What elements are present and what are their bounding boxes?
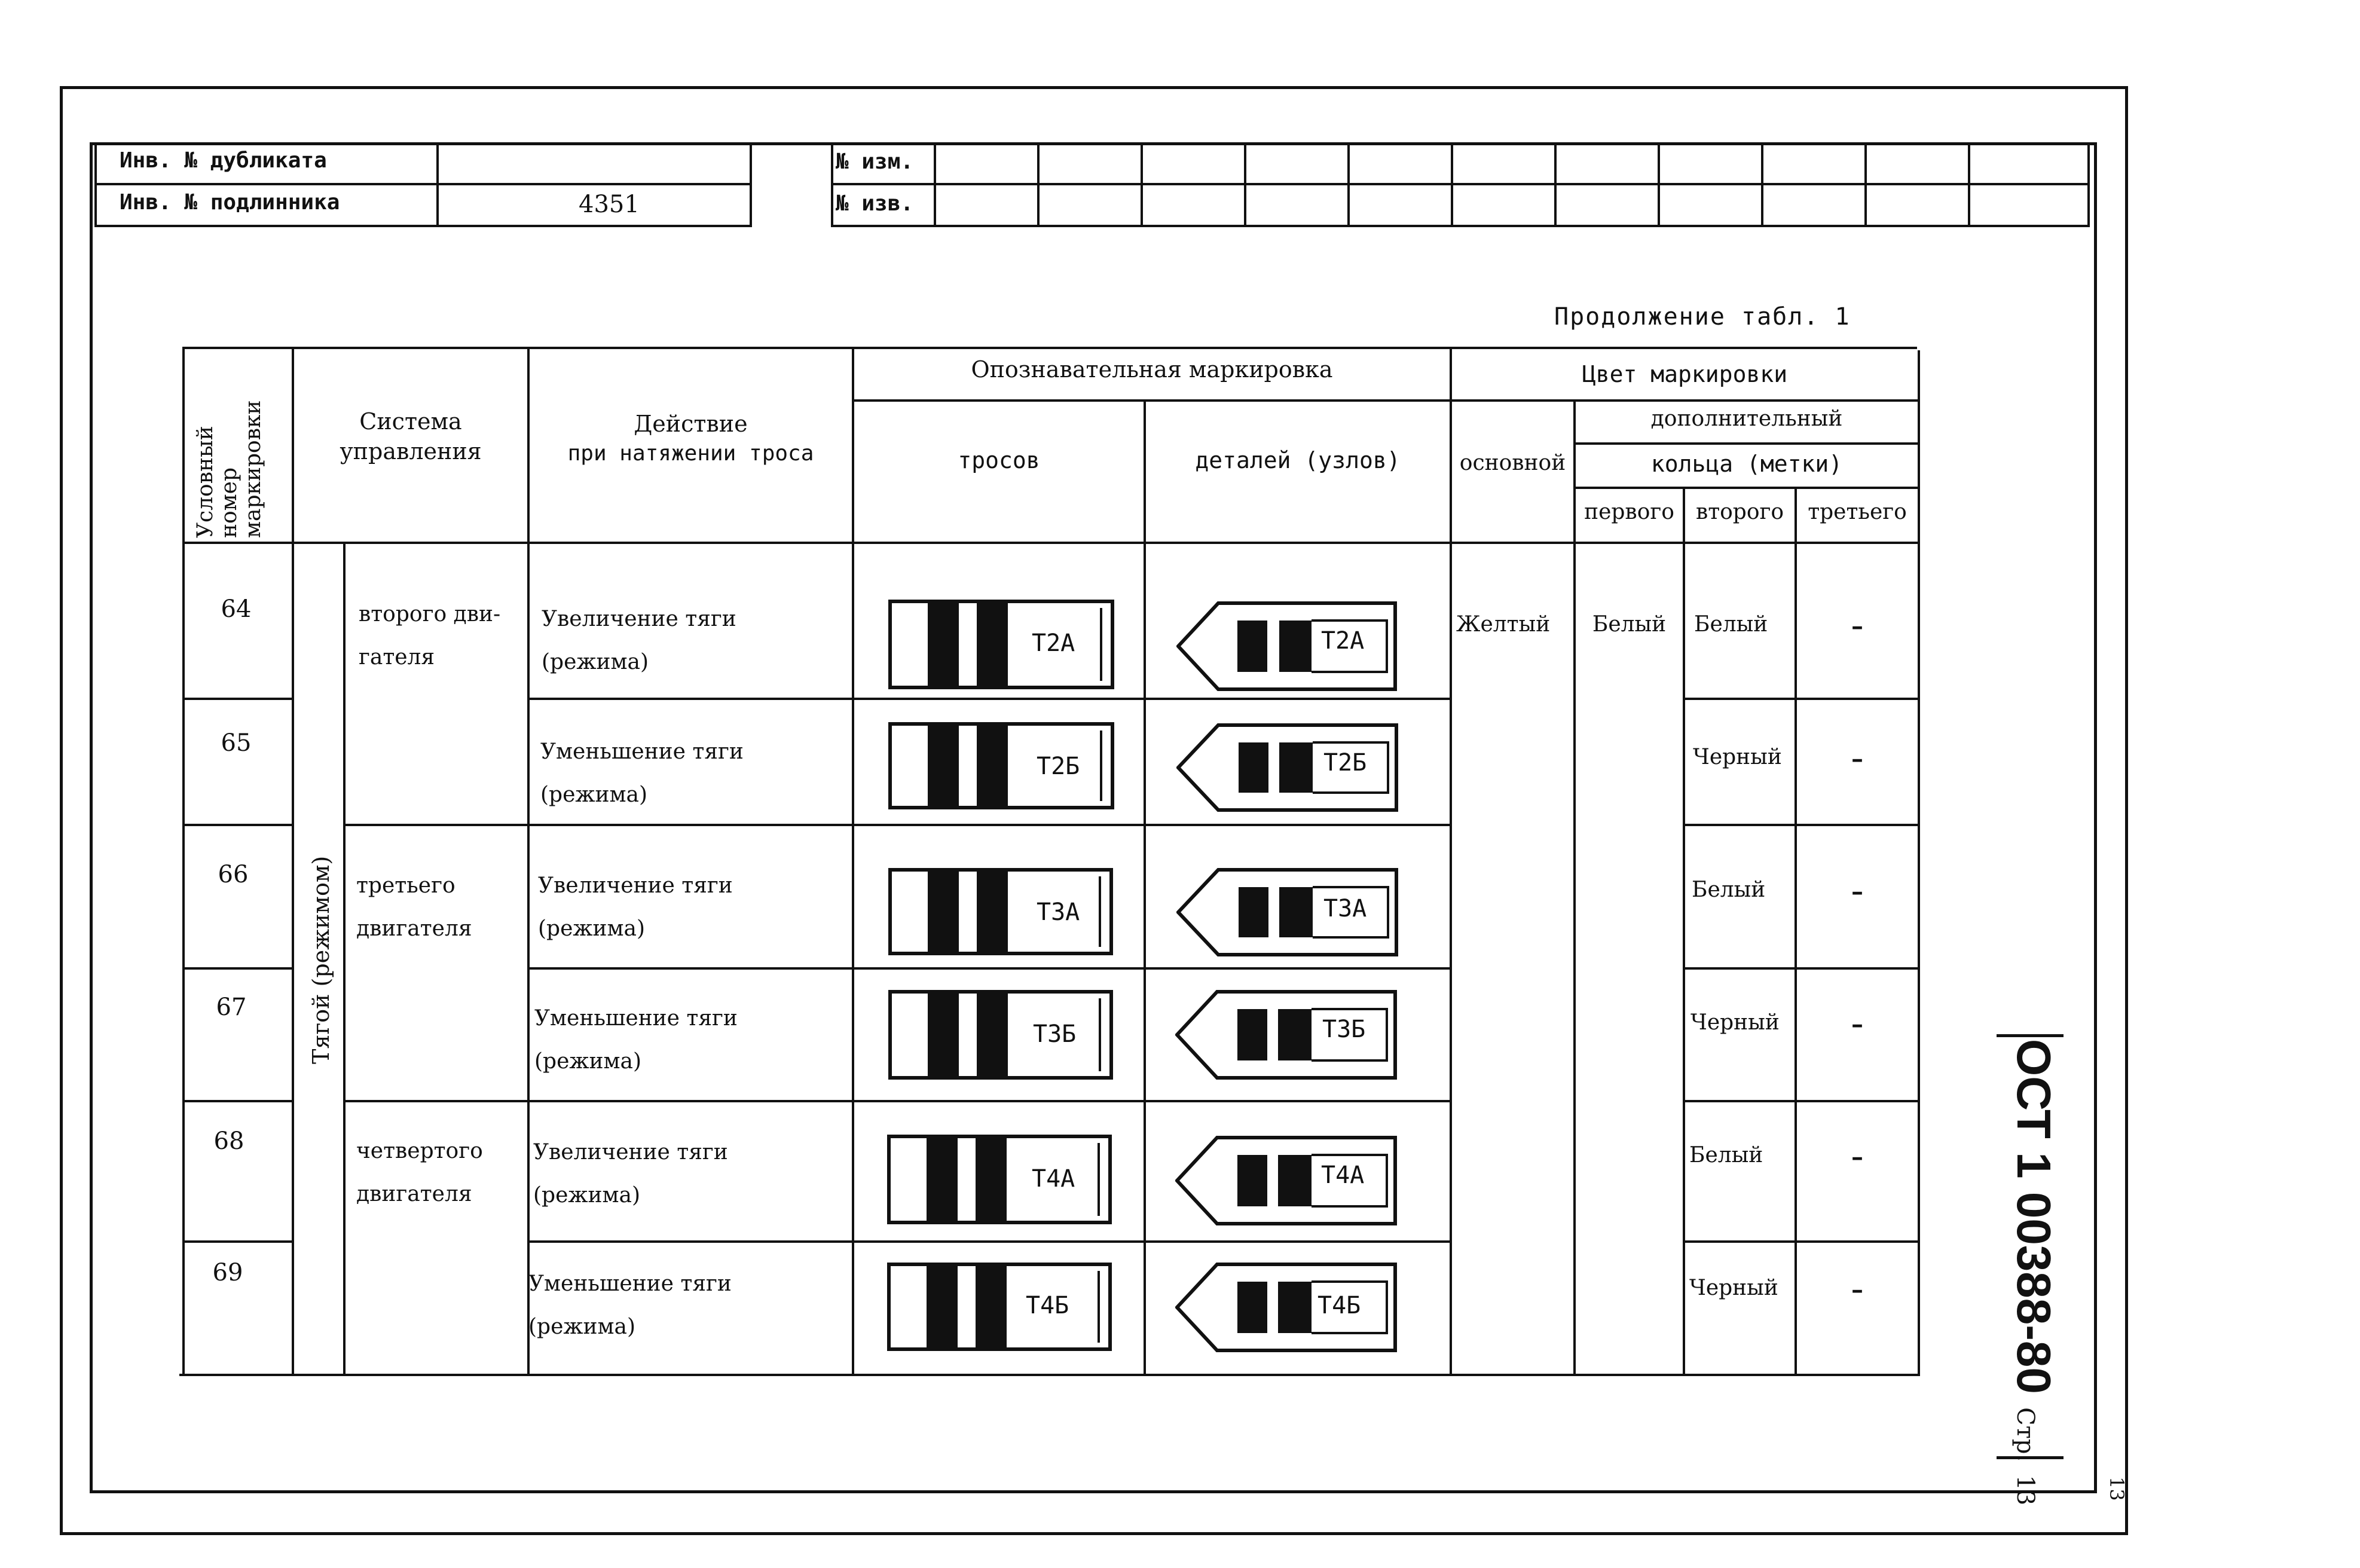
second-ring-color: Белый bbox=[1689, 1143, 1763, 1167]
part-mark-label: Т3Б bbox=[1322, 1016, 1366, 1043]
cable-mark-icon bbox=[888, 868, 1114, 955]
cable-mark-label: Т3Б bbox=[1033, 1020, 1077, 1048]
original-inv-label: Инв. № подлинника bbox=[120, 190, 340, 215]
row-action: Уменьшение тяги (режима) bbox=[540, 739, 744, 807]
header-parts: деталей (узлов) bbox=[1195, 447, 1401, 473]
second-ring-color: Белый bbox=[1694, 612, 1768, 637]
cable-mark-icon bbox=[888, 722, 1115, 809]
change-number-label: № изм. bbox=[836, 149, 914, 174]
header-additional: дополнительный bbox=[1650, 406, 1843, 431]
original-inv-value: 4351 bbox=[579, 191, 640, 218]
row-number: 68 bbox=[213, 1127, 244, 1155]
duplicate-inv-label: Инв. № дубликата bbox=[120, 148, 327, 173]
part-mark-label: Т3А bbox=[1323, 895, 1367, 922]
system-engine-4: четвертого двигателя bbox=[356, 1139, 483, 1206]
group-label: Тягой (режимом) bbox=[308, 855, 334, 1064]
third-ring-color: – bbox=[1851, 878, 1863, 906]
row-action: Уменьшение тяги (режима) bbox=[528, 1271, 732, 1339]
system-engine-2: второго дви- гателя bbox=[359, 602, 501, 670]
side-code: ОСТ 1 00388-80 Стр. 13 bbox=[2007, 1039, 2061, 1506]
header-action: Действие при натяжении троса bbox=[567, 411, 814, 466]
third-ring-color: – bbox=[1851, 612, 1863, 640]
part-mark-icon bbox=[1175, 1263, 1398, 1352]
cable-mark-label: Т2А bbox=[1032, 629, 1075, 657]
row-number: 66 bbox=[218, 861, 249, 888]
row-action: Увеличение тяги (режима) bbox=[538, 873, 733, 941]
continuation-label: Продолжение табл. 1 bbox=[1554, 303, 1851, 331]
header-ident-marking: Опознавательная маркировка bbox=[971, 356, 1333, 383]
part-mark-label: Т4А bbox=[1321, 1162, 1365, 1189]
cable-mark-icon bbox=[887, 1263, 1113, 1351]
header-first: первого bbox=[1584, 500, 1674, 524]
header-cables: тросов bbox=[958, 447, 1040, 473]
second-ring-color: Черный bbox=[1690, 1010, 1780, 1035]
part-mark-label: Т4Б bbox=[1317, 1292, 1361, 1319]
cable-mark-label: Т2Б bbox=[1037, 753, 1080, 780]
second-ring-color: Черный bbox=[1693, 745, 1782, 769]
header-color: Цвет маркировки bbox=[1582, 361, 1788, 387]
second-ring-color: Белый bbox=[1692, 878, 1766, 902]
header-rings: кольца (метки) bbox=[1650, 451, 1843, 477]
first-ring-color: Белый bbox=[1592, 612, 1667, 637]
part-mark-icon bbox=[1176, 601, 1398, 691]
row-action: Увеличение тяги (режима) bbox=[542, 607, 736, 674]
cable-mark-icon bbox=[888, 600, 1115, 689]
header-number: Условный номер маркировки bbox=[193, 400, 265, 538]
third-ring-color: – bbox=[1851, 745, 1863, 773]
system-engine-3: третьего двигателя bbox=[356, 873, 472, 941]
side-rule-top bbox=[1997, 1034, 2064, 1037]
third-ring-color: – bbox=[1851, 1276, 1863, 1304]
cable-mark-icon bbox=[887, 1135, 1113, 1224]
corner-page-number: 13 bbox=[2105, 1477, 2128, 1501]
row-number: 67 bbox=[216, 994, 247, 1021]
main-color: Желтый bbox=[1456, 612, 1551, 637]
row-action: Уменьшение тяги (режима) bbox=[534, 1006, 738, 1074]
header-third: третьего bbox=[1808, 500, 1907, 524]
cable-mark-label: Т4Б bbox=[1026, 1292, 1069, 1319]
header-main: основной bbox=[1459, 451, 1566, 475]
row-number: 65 bbox=[221, 729, 252, 757]
third-ring-color: – bbox=[1851, 1143, 1863, 1171]
row-number: 69 bbox=[212, 1259, 243, 1286]
notice-number-label: № изв. bbox=[836, 191, 914, 216]
header-system: Система управления bbox=[340, 408, 482, 464]
row-number: 64 bbox=[221, 595, 252, 623]
third-ring-color: – bbox=[1851, 1010, 1863, 1038]
cable-mark-label: Т4А bbox=[1032, 1165, 1075, 1193]
row-action: Увеличение тяги (режима) bbox=[533, 1140, 728, 1208]
second-ring-color: Черный bbox=[1689, 1276, 1778, 1300]
cable-mark-icon bbox=[888, 990, 1114, 1080]
part-mark-label: Т2Б bbox=[1323, 749, 1367, 777]
cable-mark-label: Т3А bbox=[1037, 898, 1080, 926]
header-second: второго bbox=[1695, 500, 1784, 524]
part-mark-label: Т2А bbox=[1321, 627, 1365, 655]
